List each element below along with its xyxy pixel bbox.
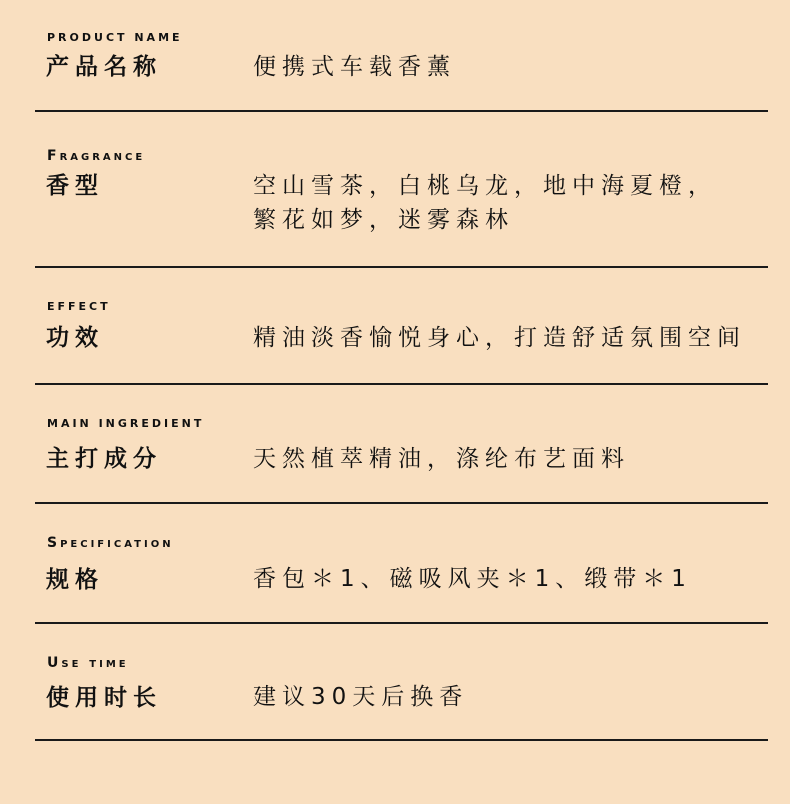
divider — [35, 739, 768, 741]
use-time-english-label: Use time — [47, 655, 129, 671]
divider — [35, 266, 768, 268]
use-time-value: 建议30天后换香 — [253, 684, 469, 710]
main-ingredient-english-label: MAIN INGREDIENT — [47, 417, 205, 430]
specification-value: 香包＊1、磁吸风夹＊1、缎带＊1 — [253, 566, 692, 592]
product-name-english-label: PRODUCT NAME — [47, 31, 183, 44]
specification-label: 规格 — [46, 567, 104, 593]
product-name-value: 便携式车载香薰 — [253, 54, 456, 80]
divider — [35, 383, 768, 385]
specification-english-label: Specification — [47, 535, 174, 551]
divider — [35, 502, 768, 504]
divider — [35, 110, 768, 112]
use-time-label: 使用时长 — [46, 685, 162, 711]
main-ingredient-value: 天然植萃精油，涤纶布艺面料 — [253, 446, 630, 472]
effect-label: 功效 — [46, 325, 104, 351]
fragrance-value-line-1: 空山雪茶，白桃乌龙，地中海夏橙， — [253, 173, 717, 199]
main-ingredient-label: 主打成分 — [46, 446, 162, 472]
fragrance-value-line-2: 繁花如梦，迷雾森林 — [253, 207, 514, 233]
divider — [35, 622, 768, 624]
effect-value: 精油淡香愉悦身心，打造舒适氛围空间 — [253, 325, 746, 351]
fragrance-label: 香型 — [46, 173, 104, 199]
effect-english-label: EFFECT — [47, 300, 111, 313]
product-name-label: 产品名称 — [46, 54, 162, 80]
fragrance-english-label: Fragrance — [47, 148, 146, 164]
